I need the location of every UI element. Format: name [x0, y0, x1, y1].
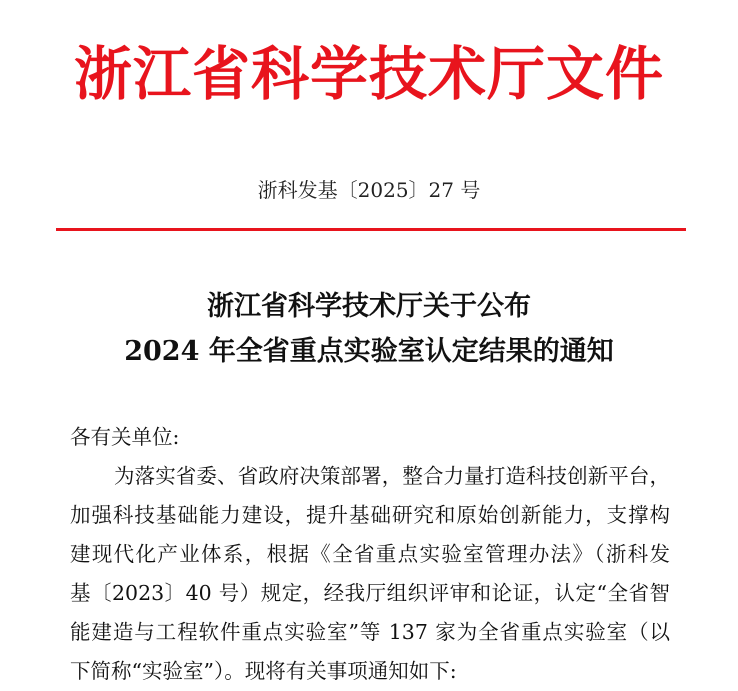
body-line: 加强科技基础能力建设，提升基础研究和原始创新能力，支撑构 — [70, 503, 670, 527]
notice-title-line-2: 2024 年全省重点实验室认定结果的通知 — [124, 336, 614, 367]
notice-body — [70, 418, 670, 691]
body-line: 基〔2023〕40 号）规定，经我厅组织评审和论证，认定“全省智 — [70, 581, 670, 605]
notice-title — [0, 284, 738, 374]
salutation: 各有关单位: — [70, 425, 180, 449]
red-divider-line — [56, 228, 686, 231]
body-line: 能建造与工程软件重点实验室”等 137 家为全省重点实验室（以 — [70, 620, 670, 644]
document-number: 浙科发基〔2025〕27 号 — [257, 178, 481, 202]
issuing-authority-header: 浙江省科学技术厅文件 — [73, 40, 664, 108]
notice-title-line-1: 浙江省科学技术厅关于公布 — [207, 291, 531, 322]
body-line: 建现代化产业体系，根据《全省重点实验室管理办法》（浙科发 — [70, 542, 670, 566]
body-line: 下简称“实验室”）。现将有关事项通知如下: — [70, 659, 457, 683]
body-line: 为落实省委、省政府决策部署，整合力量打造科技创新平台， — [114, 464, 670, 488]
